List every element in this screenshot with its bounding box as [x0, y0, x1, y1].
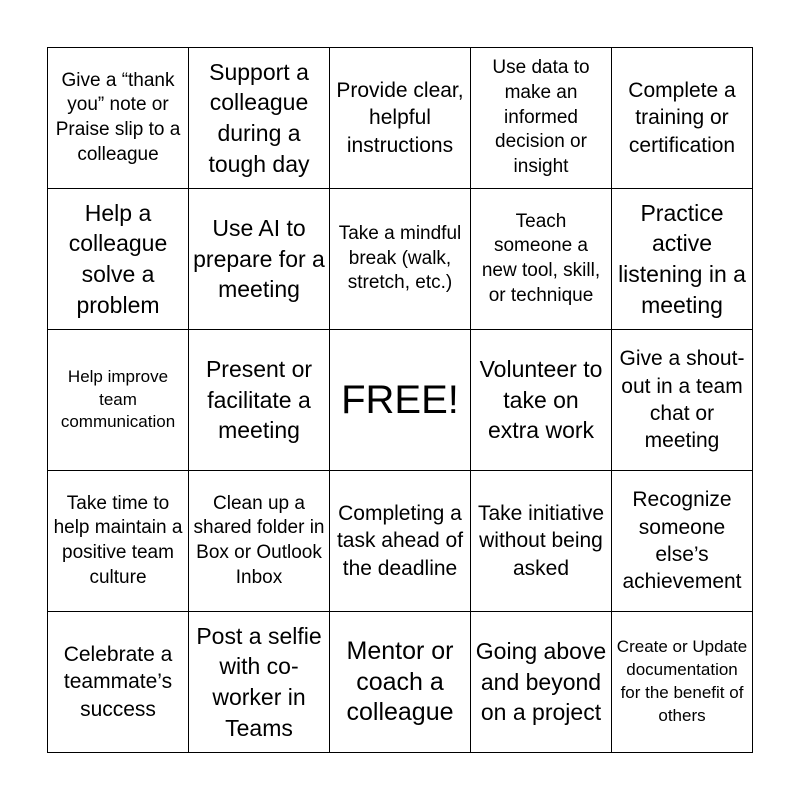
bingo-cell-6[interactable] — [48, 189, 189, 330]
bingo-cell-8[interactable] — [330, 189, 471, 330]
bingo-cell-19[interactable] — [471, 471, 612, 612]
bingo-cell-10[interactable] — [612, 189, 753, 330]
bingo-cell-text: Create or Update documentation for the benefit of others — [616, 637, 748, 725]
free-space-label: FREE! — [341, 378, 459, 422]
bingo-cell-5[interactable] — [612, 48, 753, 189]
bingo-cell-22[interactable] — [189, 612, 330, 753]
bingo-cell-23[interactable] — [330, 612, 471, 753]
bingo-cell-24[interactable] — [471, 612, 612, 753]
bingo-cell-20[interactable] — [612, 471, 753, 612]
bingo-cell-text: Present or facilitate a meeting — [205, 356, 313, 444]
bingo-cell-text: Clean up a shared folder in Box or Outlook Inbox — [193, 492, 325, 588]
bingo-cell-12[interactable] — [189, 330, 330, 471]
bingo-cell-text: Provide clear, helpful instructions — [336, 79, 464, 157]
bingo-cell-text: Post a selfie with co-worker in Teams — [196, 622, 322, 741]
bingo-cell-text: Complete a training or certification — [628, 79, 736, 157]
bingo-board — [47, 47, 753, 753]
bingo-cell-11[interactable] — [48, 330, 189, 471]
bingo-cell-text: Volunteer to take on extra work — [479, 356, 603, 444]
bingo-cell-3[interactable] — [330, 48, 471, 189]
bingo-cell-7[interactable] — [189, 189, 330, 330]
bingo-cell-18[interactable] — [330, 471, 471, 612]
bingo-cell-text: Celebrate a teammate’s success — [63, 643, 173, 721]
bingo-cell-text: Take time to help maintain a positive team culture — [53, 492, 183, 588]
bingo-cell-25[interactable] — [612, 612, 753, 753]
bingo-cell-text: Take initiative without being asked — [477, 502, 605, 580]
bingo-cell-text: Use AI to prepare for a meeting — [193, 215, 325, 303]
bingo-cell-1[interactable] — [48, 48, 189, 189]
bingo-cell-9[interactable] — [471, 189, 612, 330]
bingo-cell-text: Going above and beyond on a project — [475, 638, 607, 726]
bingo-cell-free[interactable] — [330, 330, 471, 471]
bingo-cell-text: Mentor or coach a colleague — [346, 637, 454, 727]
bingo-cell-text: Help improve team communication — [60, 366, 176, 432]
bingo-cell-21[interactable] — [48, 612, 189, 753]
bingo-cell-text: Teach someone a new tool, skill, or technique — [481, 210, 601, 306]
bingo-cell-17[interactable] — [189, 471, 330, 612]
bingo-cell-2[interactable] — [189, 48, 330, 189]
bingo-cell-text: Use data to make an informed decision or insight — [492, 57, 590, 178]
bingo-cell-15[interactable] — [612, 330, 753, 471]
bingo-cell-text: Help a colleague solve a problem — [68, 199, 168, 318]
bingo-cell-text: Give a “thank you” note or Praise slip to a colleague — [55, 69, 181, 165]
bingo-cell-14[interactable] — [471, 330, 612, 471]
bingo-cell-text: Completing a task ahead of the deadline — [336, 502, 464, 580]
bingo-cell-text: Recognize someone else’s achievement — [622, 488, 742, 594]
bingo-cell-text: Take a mindful break (walk, stretch, etc.) — [338, 222, 462, 294]
bingo-cell-text: Give a shout-out in a team chat or meeting — [619, 347, 745, 453]
bingo-cell-4[interactable] — [471, 48, 612, 189]
bingo-cell-text: Support a colleague during a tough day — [208, 58, 310, 177]
bingo-cell-16[interactable] — [48, 471, 189, 612]
bingo-cell-text: Practice active listening in a meeting — [618, 199, 746, 318]
